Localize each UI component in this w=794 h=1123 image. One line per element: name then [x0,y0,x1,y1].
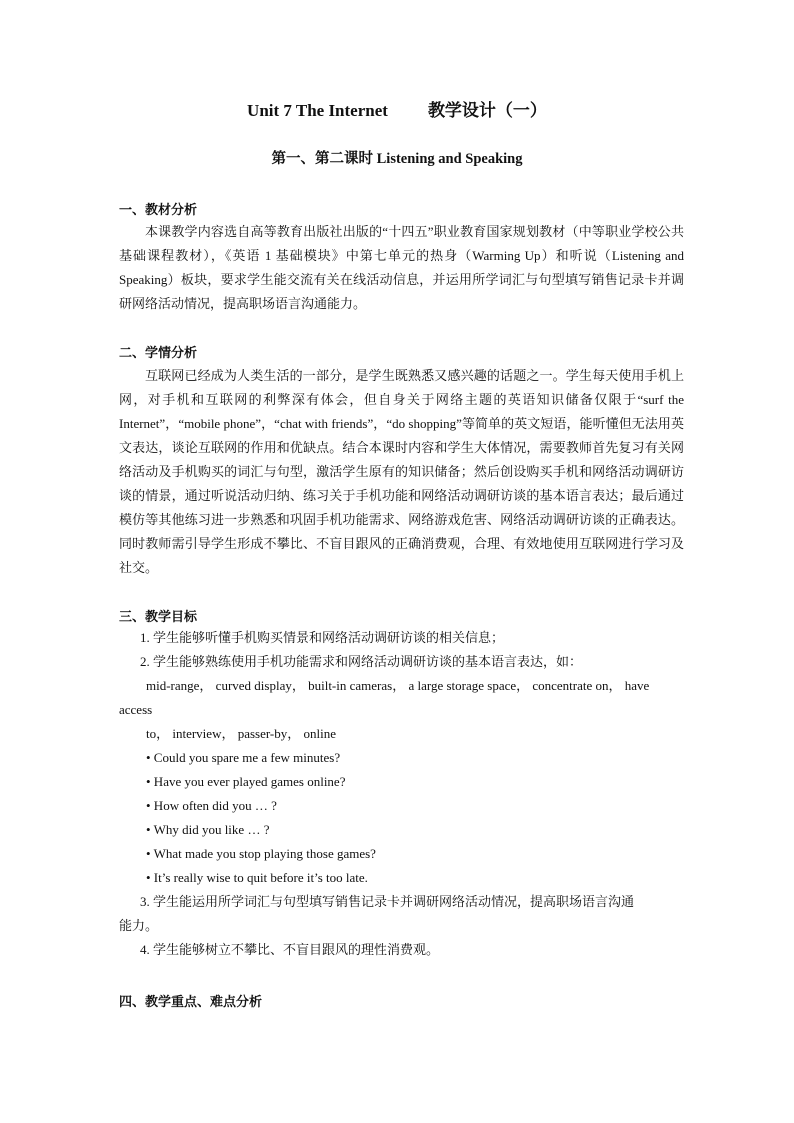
objective-item-2: 2. 学生能够熟练使用手机功能需求和网络活动调研访谈的基本语言表达，如： [140,654,583,669]
bullet-item: • Have you ever played games online? [146,774,346,789]
student-analysis-paragraph: 互联网已经成为人类生活的一部分，是学生既熟悉又感兴趣的话题之一。学生每天使用手机上网，对手机和互联网的利弊深有体会，但自身关于网络主题的英语知识储备仅限于“surf the Internet”，“mobile phone”，“chat with friends”，“do shopping”等简单的英文短语，能听懂但无法用英文表达，谈论互联网的作用和优缺点。结合本课时内容和学生大体情况，需要教师首先复习有关网络活动及手机购买的词汇与句型，激活学生原有的知识储备；然后创设购买手机和网络活动调研访谈的情景，通过听说活动归纳、练习关于手机功能和网络活动调研访谈的基本语言表达；最后通过模仿等其他练习进一步熟悉和巩固手机功能需求、网络游戏危害、网络活动调研访谈的正确表达。同时教师需引导学生形成不攀比、不盲目跟风的正确消费观，合理、有效地使用互联网进行学习及社交。 [119,368,684,575]
section-heading-key-points: 四、教学重点、难点分析 [119,994,263,1009]
vocab-line-2: to， interview， passer-by， online [146,726,337,741]
vocab-line-1: mid-range， curved display， built-in cameras， a large storage space， concentrate on， have [146,678,650,693]
section-heading-student-analysis: 二、学情分析 [119,345,198,360]
textbook-analysis-paragraph: 本课教学内容选自高等教育出版社出版的“十四五”职业教育国家规划教材（中等职业学校公共基础课程教材），《英语 1 基础模块》中第七单元的热身（Warming Up）和听说（Listening and Speaking）板块，要求学生能交流有关在线活动信息，并运用所学词汇与句型填写销售记录卡并调研网络活动情况，提高职场语言沟通能力。 [119,224,684,311]
title-english: Unit 7 The Internet [247,101,388,120]
document-subtitle: 第一、第二课时 Listening and Speaking [271,151,523,167]
vocab-line-1-wrap: access [119,702,153,717]
bullet-item: • What made you stop playing those games? [146,846,376,861]
bullet-item: • It’s really wise to quit before it’s too late. [146,870,368,885]
objective-item-3-wrap: 能力。 [119,918,159,933]
bullet-item: • How often did you … ? [146,798,277,813]
bullet-item: • Could you spare me a few minutes? [146,750,341,765]
section-heading-teaching-objectives: 三、教学目标 [119,609,198,624]
objective-item-4: 4. 学生能够树立不攀比、不盲目跟风的理性消费观。 [140,942,440,957]
document-title [0,96,794,121]
bullet-item: • Why did you like … ? [146,822,270,837]
objective-item-1: 1. 学生能够听懂手机购买情景和网络活动调研访谈的相关信息； [140,630,505,645]
title-chinese: 教学设计（一） [427,101,547,120]
objective-item-3: 3. 学生能运用所学词汇与句型填写销售记录卡并调研网络活动情况，提高职场语言沟通 [140,894,635,909]
section-heading-textbook-analysis: 一、教材分析 [119,202,198,217]
